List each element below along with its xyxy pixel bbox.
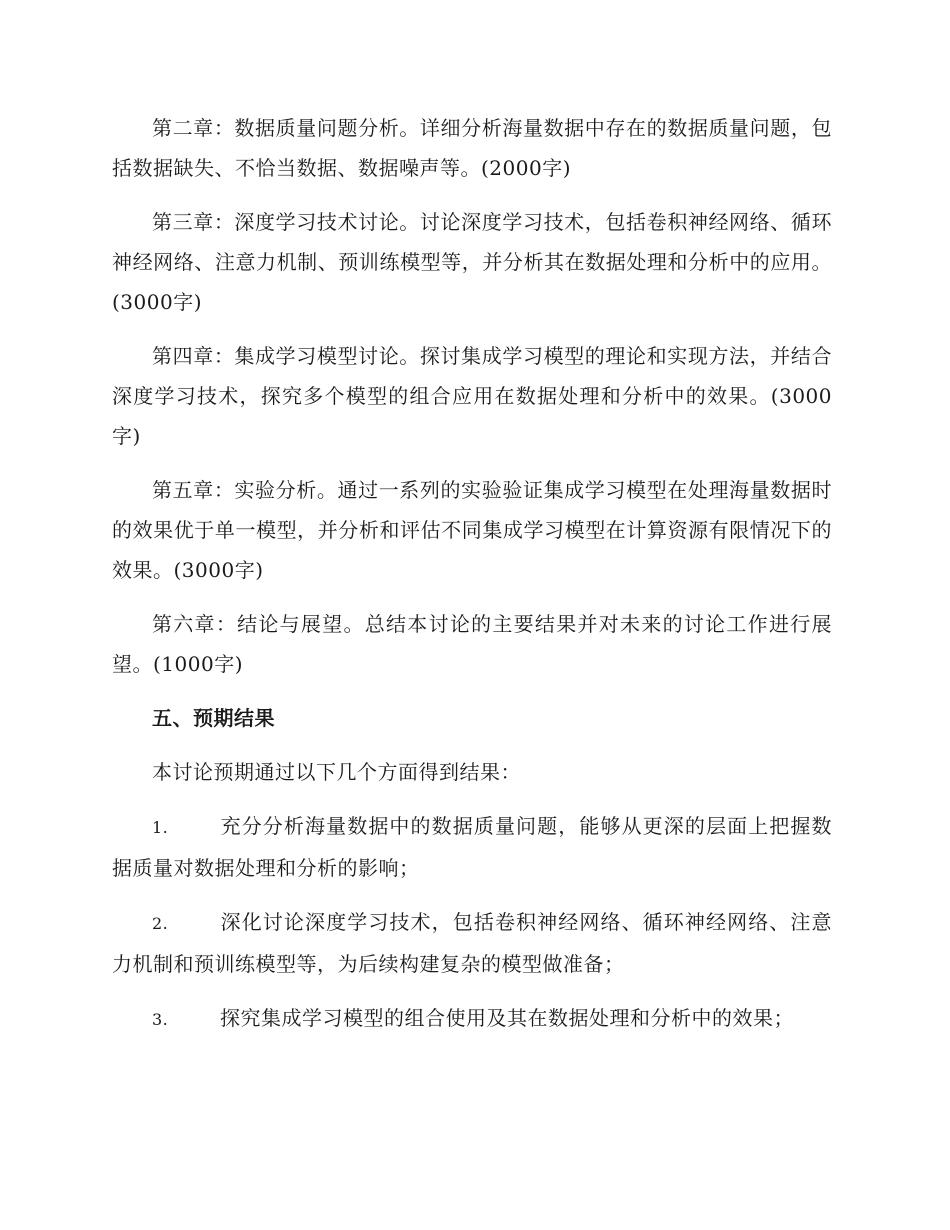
result-number: 2. [152, 914, 169, 933]
document-body [112, 108, 832, 1054]
result-text: 充分分析海量数据中的数据质量问题，能够从更深的层面上把握数据质量对数据处理和分析的影响； [112, 814, 832, 880]
result-text: 深化讨论深度学习技术，包括卷积神经网络、循环神经网络、注意力机制和预训练模型等，为后续构建复杂的模型做准备； [112, 910, 832, 976]
chapter-3-paragraph: 第三章：深度学习技术讨论。讨论深度学习技术，包括卷积神经网络、循环神经网络、注意力机制、预训练模型等，并分析其在数据处理和分析中的应用。(3000字) [112, 210, 832, 314]
expected-results-intro: 本讨论预期通过以下几个方面得到结果： [152, 760, 521, 784]
chapter-4-paragraph: 第四章：集成学习模型讨论。探讨集成学习模型的理论和实现方法，并结合深度学习技术，探究多个模型的组合应用在数据处理和分析中的效果。(3000字) [112, 344, 832, 448]
result-number: 3. [152, 1010, 169, 1029]
result-item-1 [112, 806, 832, 888]
result-number: 1. [152, 818, 169, 837]
chapter-2-paragraph: 第二章：数据质量问题分析。详细分析海量数据中存在的数据质量问题，包括数据缺失、不恰当数据、数据噪声等。(2000字) [112, 116, 832, 180]
chapter-6-paragraph: 第六章：结论与展望。总结本讨论的主要结果并对未来的讨论工作进行展望。(1000字) [112, 612, 832, 676]
chapter-5-paragraph: 第五章：实验分析。通过一系列的实验验证集成学习模型在处理海量数据时的效果优于单一模型，并分析和评估不同集成学习模型在计算资源有限情况下的效果。(3000字) [112, 478, 832, 582]
result-item-3 [112, 998, 832, 1040]
result-item-2 [112, 902, 832, 984]
result-text: 探究集成学习模型的组合使用及其在数据处理和分析中的效果； [220, 1006, 794, 1030]
section-heading-expected-results: 五、预期结果 [152, 706, 275, 730]
